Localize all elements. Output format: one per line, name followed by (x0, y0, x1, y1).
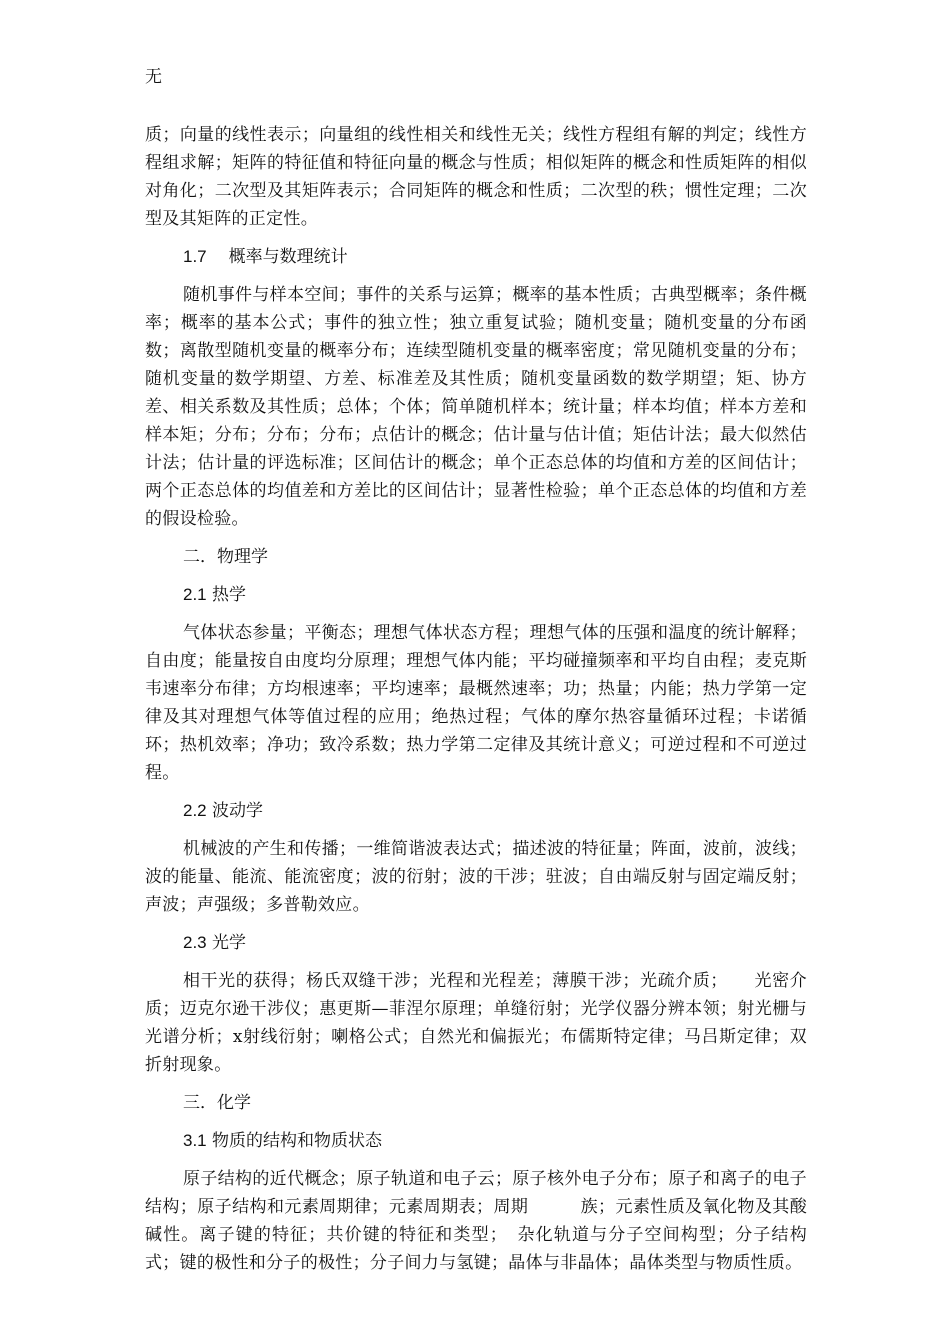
section-title: 光学 (212, 933, 247, 953)
section-number: 2.2 (183, 801, 207, 820)
section-number: 3.1 (183, 1131, 207, 1150)
paragraph-optics: 相干光的获得；杨氏双缝干涉；光程和光程差；薄膜干涉；光疏介质； 光密介质；迈克尔逊干涉仪；惠更斯—菲涅尔原理；单缝衍射；光学仪器分辨本领；射光栅与光谱分析；x射线衍射；喇格公式；自然光和偏振光；布儒斯特定律；马吕斯定律；双折射现象。 (145, 971, 807, 1075)
document-body (145, 121, 807, 1287)
chapter-heading-physics: 二．物理学 (183, 547, 268, 567)
section-heading-2-3 (145, 929, 807, 957)
section-heading-2-1 (145, 581, 807, 609)
paragraph-wave-mechanics: 机械波的产生和传播；一维简谐波表达式；描述波的特征量；阵面，波前，波线；波的能量、能流、能流密度；波的衍射；波的干涉；驻波；自由端反射与固定端反射；声波；声强级；多普勒效应。 (145, 839, 807, 915)
section-title: 波动学 (212, 801, 264, 821)
header-mark: 无 (145, 67, 162, 87)
paragraph-linear-algebra-continued: 质；向量的线性表示；向量组的线性相关和线性无关；线性方程组有解的判定；线性方程组求解；矩阵的特征值和特征向量的概念与性质；相似矩阵的概念和性质矩阵的相似对角化；二次型及其矩阵表示；合同矩阵的概念和性质；二次型的秩；惯性定理；二次型及其矩阵的正定性。 (145, 125, 807, 229)
section-number: 2.3 (183, 933, 207, 952)
section-heading-2-2 (145, 797, 807, 825)
section-number: 2.1 (183, 585, 207, 604)
section-title: 物质的结构和物质状态 (212, 1131, 383, 1151)
paragraph-thermodynamics: 气体状态参量；平衡态；理想气体状态方程；理想气体的压强和温度的统计解释；自由度；能量按自由度均分原理；理想气体内能；平均碰撞频率和平均自由程；麦克斯韦速率分布律；方均根速率；平均速率；最概然速率；功；热量；内能；热力学第一定律及其对理想气体等值过程的应用；绝热过程；气体的摩尔热容量循环过程；卡诺循环；热机效率；净功；致冷系数；热力学第二定律及其统计意义；可逆过程和不可逆过程。 (145, 623, 807, 783)
section-heading-1-7 (145, 243, 807, 271)
paragraph-matter-structure: 原子结构的近代概念；原子轨道和电子云；原子核外电子分布；原子和离子的电子结构；原子结构和元素周期律；元素周期表；周期 族；元素性质及氧化物及其酸碱性。离子键的特征；共价键的特征和类型； 杂化轨道与分子空间构型；分子结构式；键的极性和分子的极性；分子间力与氢键；晶体与非晶体；晶体类型与物质性质。 (145, 1169, 807, 1273)
section-title: 热学 (212, 585, 247, 605)
section-number: 1.7 (183, 247, 207, 266)
section-heading-3-1 (145, 1127, 807, 1155)
chapter-heading-chemistry: 三．化学 (183, 1093, 251, 1113)
paragraph-probability-statistics: 随机事件与样本空间；事件的关系与运算；概率的基本性质；古典型概率；条件概率；概率的基本公式；事件的独立性；独立重复试验；随机变量；随机变量的分布函数；离散型随机变量的概率分布；连续型随机变量的概率密度；常见随机变量的分布；随机变量的数学期望、方差、标准差及其性质；随机变量函数的数学期望；矩、协方差、相关系数及其性质；总体；个体；简单随机样本；统计量；样本均值；样本方差和样本矩；分布；分布；分布；点估计的概念；估计量与估计值；矩估计法；最大似然估计法；估计量的评选标准；区间估计的概念；单个正态总体的均值和方差的区间估计；两个正态总体的均值差和方差比的区间估计；显著性检验；单个正态总体的均值和方差的假设检验。 (145, 285, 807, 529)
section-title: 概率与数理统计 (228, 247, 348, 267)
